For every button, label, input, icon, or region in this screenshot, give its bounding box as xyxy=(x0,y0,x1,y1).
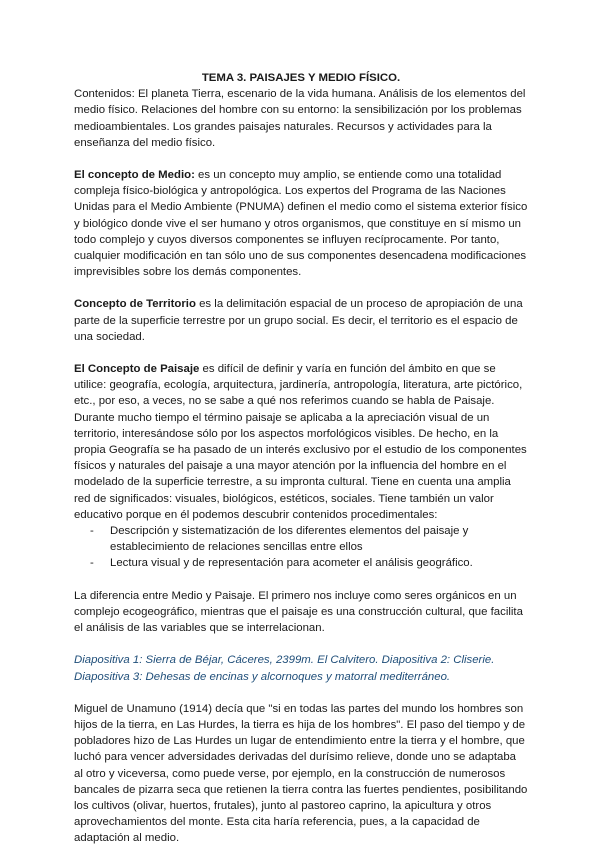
spacer xyxy=(74,572,528,588)
list-item: - Lectura visual y de representación para acometer el análisis geográfico. xyxy=(90,555,528,571)
list-item: - Descripción y sistematización de los diferentes elementos del paisaje y establecimiento de relaciones sencillas entre ellos xyxy=(90,523,528,555)
paisaje-text: es difícil de definir y varía en función del ámbito en que se utilice: geografía, ecología, arquitectura, jardinería, antropología, literatura, arte pictórico, etc., por eso, a veces, no se sabe a qué nos referimos cuando se habla de Paisaje. Durante mucho tiempo el término paisaje se aplicaba a la apreciación visual de un territorio, interesándose sólo por los aspectos morfológicos visibles. De hecho, en la propia Geografía se ha pasado de un interés exclusivo por el estudio de los componentes físicos y naturales del paisaje a una mayor atención por la influencia del hombre en el modelado de la superficie terrestre, a su impronta cultural. Tiene en cuenta una amplia red de significados: visuales, biológicos, estéticos, sociales. Tiene también un valor educativo porque en él podemos descubrir contenidos procedimentales: xyxy=(74,363,527,521)
spacer xyxy=(74,636,528,652)
unamuno-paragraph: Miguel de Unamuno (1914) decía que "si en todas las partes del mundo los hombres son hijos de la tierra, en Las Hurdes, la tierra es hija de los hombres". El paso del tiempo y de pobladores hizo de Las Hurdes un lugar de entendimiento entre la tierra y el hombre, que luchó para vencer adversidades derivadas del durísimo relieve, donde uno se adaptaba al otro y viceversa, como puede verse, por ejemplo, en la construcción de numerosos bancales de pizarra seca que retienen la tierra contra las fuertes pendientes, posibilitando los cultivos (olivar, huertos, frutales), junto al pastoreo caprino, la apicultura y otros aprovechamientos del monte. Esta cita haría referencia, pues, a la capacidad de adaptación al medio. xyxy=(74,702,528,845)
territorio-text: es la delimitación espacial de un proceso de apropiación de una parte de la superficie terrestre por un grupo social. Es decir, el territorio es el espacio de una sociedad. xyxy=(74,298,523,343)
document-title: TEMA 3. PAISAJES Y MEDIO FÍSICO. xyxy=(201,72,401,84)
medio-term: El concepto de Medio: xyxy=(74,169,195,182)
spacer xyxy=(74,345,528,361)
contents-paragraph: Contenidos: El planeta Tierra, escenario de la vida humana. Análisis de los elementos del medio físico. Relaciones del hombre con su entorno: la sensibilización por los problemas medioambientales. Los grandes paisajes naturales. Recursos y actividades para la enseñanza del medio físico. xyxy=(74,88,526,149)
procedural-contents-list xyxy=(74,523,528,572)
medio-paragraph xyxy=(74,167,528,280)
spacer xyxy=(74,151,528,167)
medio-text: es un concepto muy amplio, se entiende como una totalidad compleja físico-biológica y antropológica. Los expertos del Programa de las Naciones Unidas para el Medio Ambiente (PNUMA) definen el medio como el sistema exterior físico y biológico donde vive el ser humano y otros organismos, que constituye en sí mismo un todo complejo y cuyos diversos componentes se influyen recíprocamente. Por tanto, cualquier modificación en tan sólo uno de sus componentes desencadena modificaciones imprevisibles sobre los demás componentes. xyxy=(74,169,528,279)
diferencia-paragraph: La diferencia entre Medio y Paisaje. El primero nos incluye como seres orgánicos en un complejo ecogeográfico, mientras que el paisaje es una construcción cultural, que facilita el análisis de las variables que se interrelacionan. xyxy=(74,589,523,635)
spacer xyxy=(74,280,528,296)
paisaje-paragraph xyxy=(74,361,528,523)
territorio-paragraph xyxy=(74,296,528,345)
spacer xyxy=(74,685,528,701)
slides-caption: Diapositiva 1: Sierra de Béjar, Cáceres, 2399m. El Calvitero. Diapositiva 2: Cliserie. Diapositiva 3: Dehesas de encinas y alcornoques y matorral mediterráneo. xyxy=(74,654,495,683)
paisaje-term: El Concepto de Paisaje xyxy=(74,363,200,376)
territorio-term: Concepto de Territorio xyxy=(74,298,196,311)
